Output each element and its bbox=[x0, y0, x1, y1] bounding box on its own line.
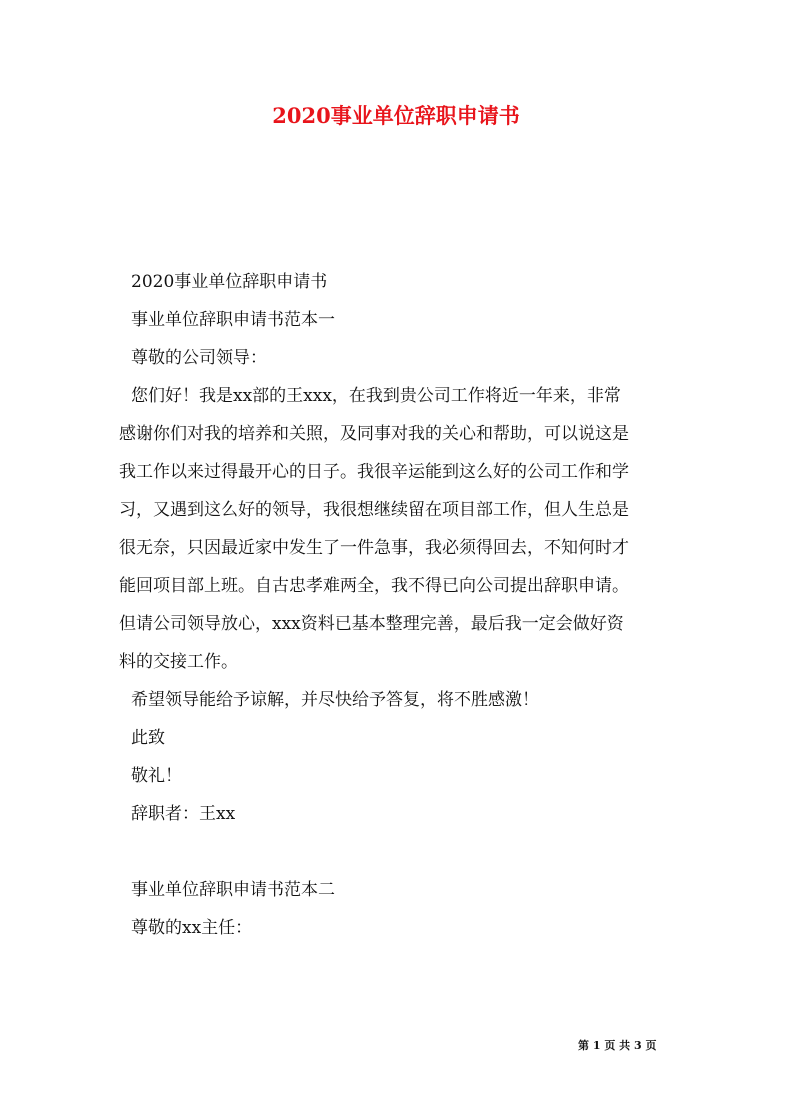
heading-repeat: 2020事业单位辞职申请书 bbox=[131, 272, 328, 292]
paragraph-line: 很无奈，只因最近家中发生了一件急事，我必须得回去，不知何时才 bbox=[119, 538, 629, 558]
sample-one-closing-2: 敬礼！ bbox=[131, 766, 182, 786]
sample-one-hope: 希望领导能给予谅解，并尽快给予答复，将不胜感激！ bbox=[131, 690, 539, 710]
paragraph-line: 能回项目部上班。自古忠孝难两全，我不得已向公司提出辞职申请。 bbox=[119, 576, 629, 596]
document-body bbox=[119, 263, 691, 947]
sample-one-main-paragraph bbox=[119, 377, 691, 681]
paragraph-line: 料的交接工作。 bbox=[119, 652, 238, 672]
paragraph-line: 感谢你们对我的培养和关照，及同事对我的关心和帮助，可以说这是 bbox=[119, 424, 629, 444]
paragraph-line: 我工作以来过得最开心的日子。我很辛运能到这么好的公司工作和学 bbox=[119, 462, 629, 482]
sample-one-salutation: 尊敬的公司领导： bbox=[131, 348, 267, 368]
section-gap bbox=[119, 833, 691, 871]
sample-one-heading: 事业单位辞职申请书范本一 bbox=[131, 310, 335, 330]
paragraph-line: 您们好！我是xx部的王xxx，在我到贵公司工作将近一年来，非常 bbox=[131, 386, 621, 406]
sample-two-heading: 事业单位辞职申请书范本二 bbox=[131, 880, 335, 900]
page-number: 第 1 页 共 3 页 bbox=[578, 1039, 657, 1052]
sample-one-signature: 辞职者：王xx bbox=[131, 804, 236, 824]
sample-two-salutation: 尊敬的xx主任： bbox=[131, 918, 253, 938]
document-title: 2020事业单位辞职申请书 bbox=[272, 103, 520, 128]
paragraph-line: 但请公司领导放心，xxx资料已基本整理完善，最后我一定会做好资 bbox=[119, 614, 624, 634]
sample-one-closing-1: 此致 bbox=[131, 728, 165, 748]
paragraph-line: 习，又遇到这么好的领导，我很想继续留在项目部工作，但人生总是 bbox=[119, 500, 629, 520]
